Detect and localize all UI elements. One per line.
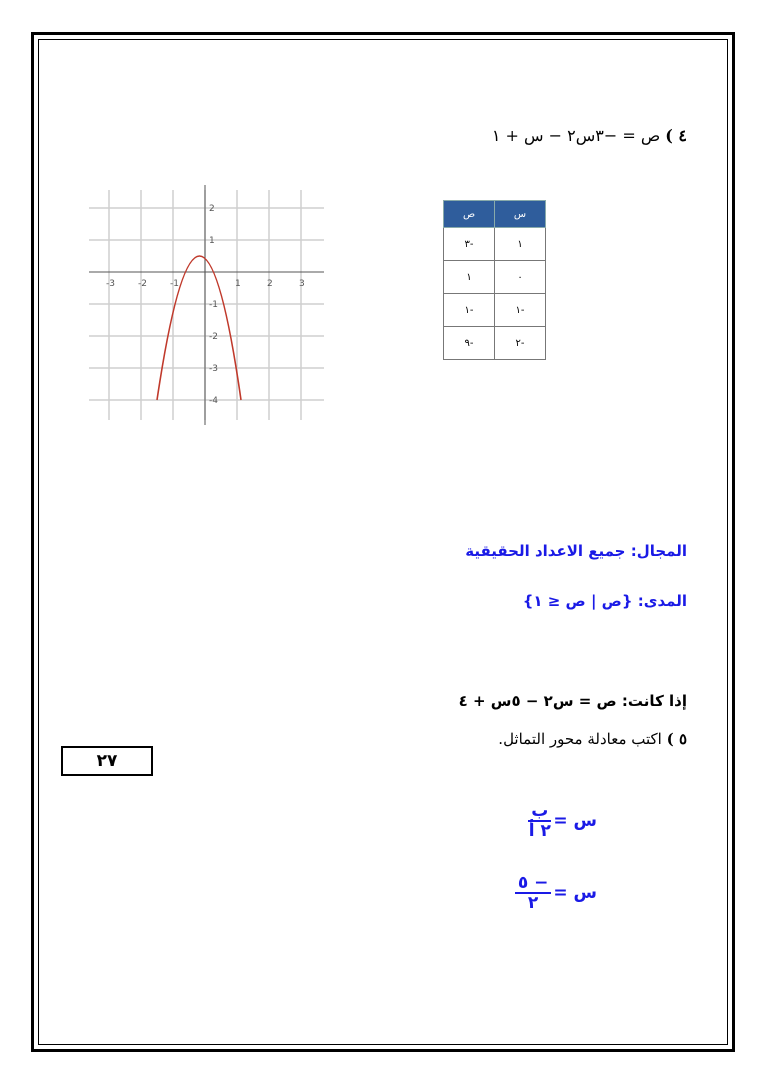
question-4-equation: ص = −٣س٢ − س + ١ — [491, 126, 661, 145]
question-5-number: ٥ ) — [666, 730, 687, 748]
graph-axes — [89, 185, 324, 425]
page-frame — [31, 32, 735, 1052]
table-row — [444, 228, 546, 261]
table-cell-x: ١ — [495, 228, 546, 261]
y-tick-2: 2 — [209, 204, 215, 214]
formula-1-fraction — [528, 802, 551, 840]
domain-statement: المجال: جميع الاعداد الحقيقية — [465, 542, 687, 560]
question-4-number: ٤ ) — [665, 126, 687, 145]
page-number-box — [61, 746, 153, 776]
question-4 — [492, 126, 687, 145]
y-tick-neg4: -4 — [209, 396, 218, 406]
table-cell-x: ٠ — [495, 261, 546, 294]
formula-2-lhs: س = — [553, 883, 597, 903]
question-5 — [498, 730, 687, 748]
axis-formula-general — [526, 802, 597, 840]
table-cell-x: ١- — [495, 294, 546, 327]
y-tick-1: 1 — [209, 236, 215, 246]
x-tick-3: 3 — [299, 279, 305, 289]
table-header-x: س — [495, 201, 546, 228]
x-tick-neg3: -3 — [106, 279, 115, 289]
range-statement — [523, 592, 687, 610]
y-tick-neg1: -1 — [209, 300, 218, 310]
page-inner-border — [38, 39, 728, 1045]
x-tick-neg1: -1 — [170, 279, 179, 289]
parabola-graph — [89, 180, 329, 430]
table-cell-y: ٩- — [444, 327, 495, 360]
range-set: {ص | ص ≤ ١} — [522, 592, 633, 610]
question-5-condition: إذا كانت: ص = س٢ − ٥س + ٤ — [458, 692, 687, 710]
values-table — [443, 200, 546, 360]
formula-1-denominator: ٢ أ — [528, 821, 551, 841]
table-header-row — [444, 201, 546, 228]
x-tick-2: 2 — [267, 279, 273, 289]
formula-1-numerator: ب — [528, 802, 551, 822]
formula-1-lhs: س = — [553, 811, 597, 831]
table-cell-x: ٢- — [495, 327, 546, 360]
y-tick-neg3: -3 — [209, 364, 218, 374]
table-cell-y: ١ — [444, 261, 495, 294]
axis-formula-solution — [513, 874, 597, 912]
table-header-y: ص — [444, 201, 495, 228]
table-row — [444, 327, 546, 360]
table-cell-y: ١- — [444, 294, 495, 327]
table-row — [444, 294, 546, 327]
question-5-instruction: اكتب معادلة محور التماثل. — [498, 730, 662, 748]
x-tick-1: 1 — [235, 279, 241, 289]
table-row — [444, 261, 546, 294]
formula-2-numerator: − ٥ — [515, 874, 552, 894]
table-cell-y: ٣- — [444, 228, 495, 261]
formula-2-denominator: ٢ — [527, 893, 539, 913]
range-label: المدى: — [637, 592, 687, 610]
x-tick-neg2: -2 — [138, 279, 147, 289]
page-number: ٢٧ — [96, 751, 118, 771]
graph-grid — [89, 190, 324, 420]
y-tick-neg2: -2 — [209, 332, 218, 342]
parabola-curve — [157, 256, 241, 400]
formula-2-fraction — [515, 874, 552, 912]
